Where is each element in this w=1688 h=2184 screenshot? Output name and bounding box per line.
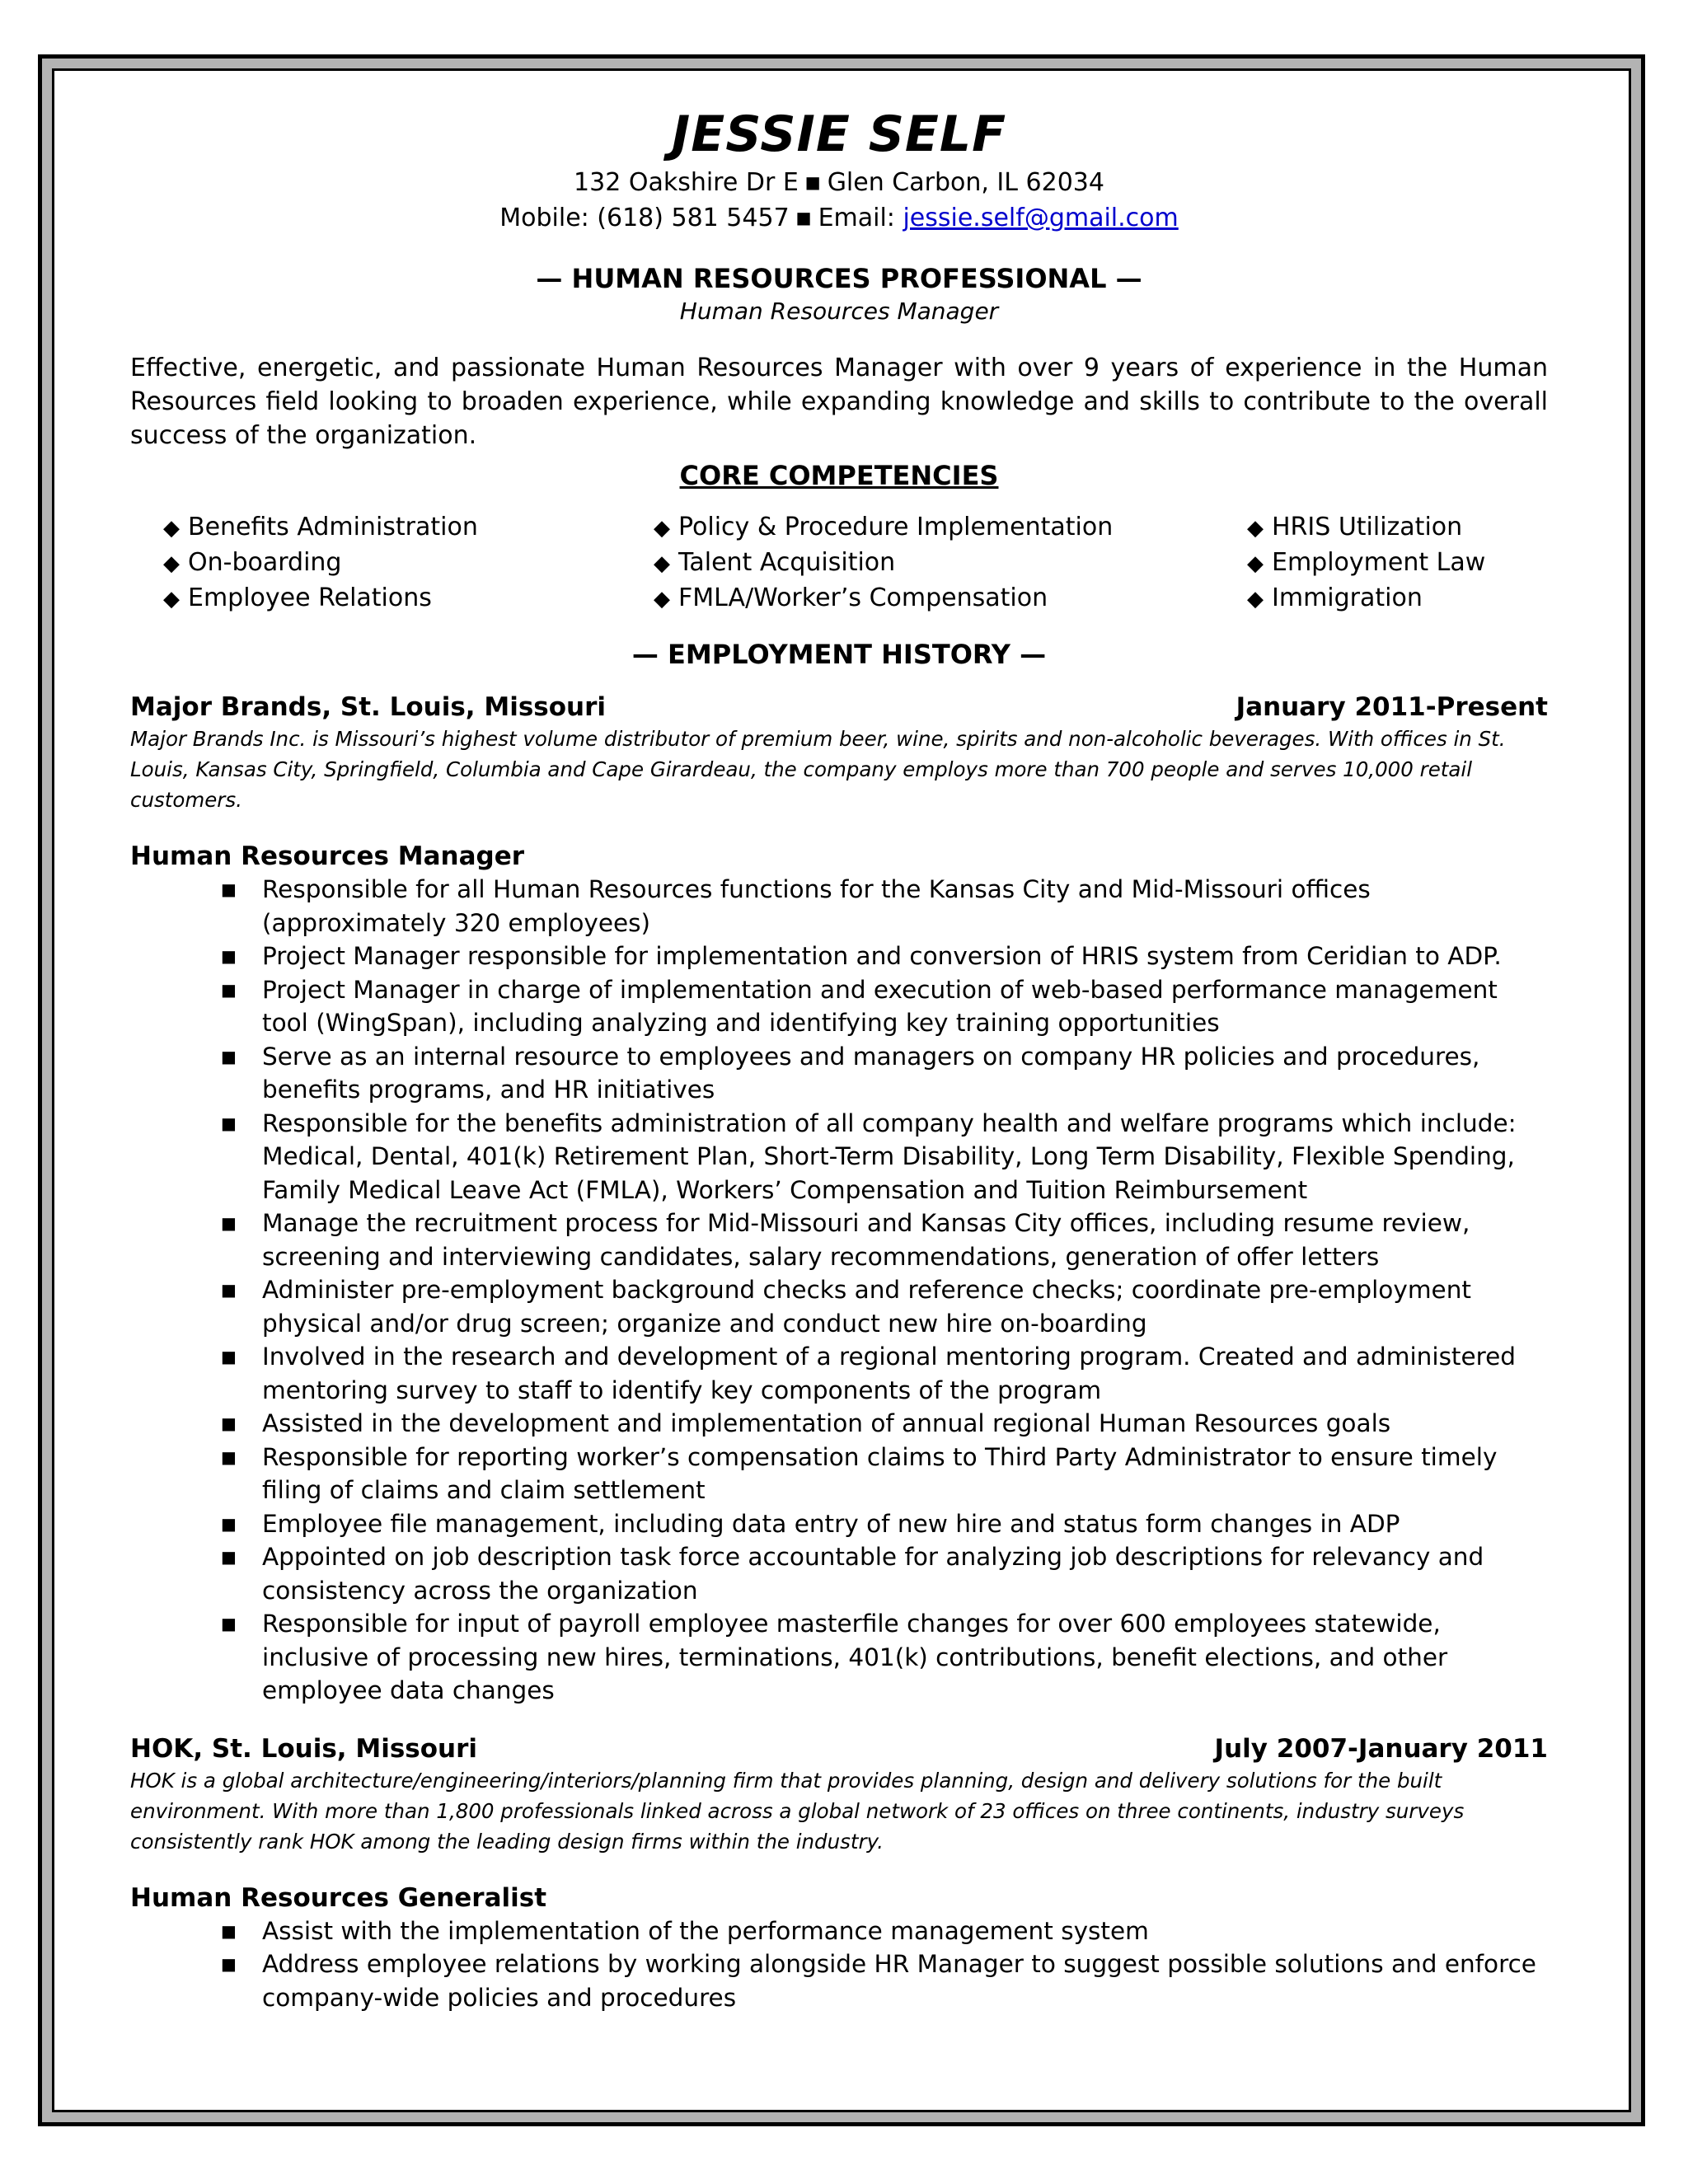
competency-item (1247, 510, 1577, 546)
address-city: Glen Carbon, IL 62034 (827, 168, 1104, 197)
job-dates: July 2007-January 2011 (1214, 1733, 1548, 1764)
company-description: HOK is a global architecture/engineering/interiors/planning firm that provides planning, design and delivery solutions for the built environment. With more than 1,800 professionals linked across a global network of 23 offices on three continents, industry surveys consistently rank HOK among the leading design firms within the industry. (130, 1768, 1465, 1854)
square-bullet-icon: ■ (221, 1280, 237, 1300)
square-bullet-icon: ■ (221, 1954, 237, 1974)
list-item (221, 1947, 1548, 2014)
competency-label: On-boarding (188, 548, 342, 577)
list-item-text: Appointed on job description task force accountable for analyzing job descriptions for relevancy and consistency across the organization (262, 1543, 1484, 1605)
list-item (221, 873, 1548, 940)
competency-label: Employee Relations (188, 583, 432, 612)
competency-label: Talent Acquisition (678, 548, 896, 577)
diamond-bullet-icon: ◆ (163, 587, 180, 612)
list-item (221, 1273, 1548, 1340)
list-item (221, 1607, 1548, 1708)
list-item (221, 1507, 1548, 1541)
square-bullet-icon: ■ (221, 1113, 237, 1133)
job-employer (130, 1732, 477, 1765)
competency-item (163, 510, 654, 546)
list-item (221, 940, 1548, 973)
diamond-bullet-icon: ◆ (163, 551, 180, 576)
competency-label: Benefits Administration (188, 513, 478, 541)
diamond-bullet-icon: ◆ (1247, 587, 1264, 612)
professional-subtitle: Human Resources Manager (679, 298, 999, 325)
employment-history-title: — EMPLOYMENT HISTORY — (631, 639, 1047, 670)
square-bullet-icon: ■ (221, 946, 237, 966)
square-bullet-icon: ■ (221, 1614, 237, 1633)
list-item (221, 1040, 1548, 1107)
competencies-title: CORE COMPETENCIES (679, 460, 999, 491)
page-border-outer (38, 54, 1645, 2126)
list-item-text: Project Manager in charge of implementation and execution of web-based performance management tool (WingSpan), including analyzing and identifying key training opportunities (262, 975, 1498, 1037)
competency-label: HRIS Utilization (1272, 513, 1463, 541)
list-item-text: Responsible for the benefits administration of all company health and welfare programs which include: Medical, Dental, 401(k) Retirement Plan, Short-Term Disability, Long Term Disability, Flexible Spending, Family Medical Leave Act (FMLA), Workers’ Compensation and Tuition Reimbursement (262, 1108, 1517, 1204)
professional-headline: — HUMAN RESOURCES PROFESSIONAL — (536, 263, 1142, 294)
square-bullet-icon: ■ (221, 1413, 237, 1433)
responsibility-list (130, 873, 1548, 1708)
list-item-text: Administer pre-employment background checks and reference checks; coordinate pre-employment physical and/or drug screen; organize and conduct new hire on-boarding (262, 1276, 1471, 1338)
competencies-column (654, 510, 1247, 616)
competency-item (654, 510, 1247, 546)
list-item (221, 1340, 1548, 1407)
list-item-text: Assisted in the development and implementation of annual regional Human Resources goals (262, 1409, 1391, 1437)
square-bullet-icon: ■ (221, 1920, 237, 1941)
square-bullet-icon: ■ (221, 879, 237, 899)
company-name: HOK (130, 1733, 194, 1764)
diamond-bullet-icon: ◆ (1247, 551, 1264, 576)
list-item (221, 973, 1548, 1040)
competency-item (1247, 581, 1577, 616)
list-item-text: Serve as an internal resource to employees and managers on company HR policies and procedures, benefits programs, and HR initiatives (262, 1042, 1480, 1104)
list-item (221, 1441, 1548, 1507)
competency-item (1247, 546, 1577, 581)
list-item (221, 1107, 1548, 1207)
square-bullet-icon: ■ (221, 1547, 237, 1567)
company-location: , St. Louis, Missouri (321, 692, 607, 722)
job-employer (130, 691, 606, 724)
separator-square: ■ (795, 208, 812, 227)
list-item-text: Employee file management, including data entry of new hire and status form changes in ADP (262, 1509, 1400, 1538)
list-item-text: Project Manager responsible for implementation and conversion of HRIS system from Ceridian to ADP. (262, 942, 1502, 970)
email-link[interactable]: jessie.self@gmail.com (903, 204, 1179, 232)
company-name: Major Brands (130, 692, 322, 722)
diamond-bullet-icon: ◆ (654, 516, 670, 541)
square-bullet-icon: ■ (221, 1213, 237, 1233)
competencies-column (1247, 510, 1577, 616)
phone: Mobile: (618) 581 5457 (499, 204, 790, 232)
competency-label: Employment Law (1272, 548, 1486, 577)
job-header (130, 691, 1548, 724)
list-item (221, 1540, 1548, 1607)
role-title: Human Resources Manager (130, 841, 525, 871)
list-item (221, 1407, 1548, 1441)
list-item-text: Responsible for reporting worker’s compensation claims to Third Party Administrator to ensure timely filing of claims and claim settlement (262, 1442, 1498, 1504)
page-border-inner (52, 68, 1631, 2112)
competency-label: Policy & Procedure Implementation (678, 513, 1114, 541)
diamond-bullet-icon: ◆ (654, 551, 670, 576)
competency-item (163, 581, 654, 616)
competency-item (163, 546, 654, 581)
competency-item (654, 546, 1247, 581)
summary-paragraph: Effective, energetic, and passionate Human Resources Manager with over 9 years of experience in the Human Resources field looking to broaden experience, while expanding knowledge and skills to contribute to the overall success of the organization. (130, 354, 1548, 450)
list-item (221, 1207, 1548, 1273)
square-bullet-icon: ■ (221, 1046, 237, 1066)
company-description: Major Brands Inc. is Missouri’s highest volume distributor of premium beer, wine, spirits and non-alcoholic beverages. With offices in St. Louis, Kansas City, Springfield, Columbia and Cape Girardeau, the company employs more than 700 people and serves 10,000 retail customers. (130, 727, 1506, 812)
diamond-bullet-icon: ◆ (1247, 516, 1264, 541)
list-item-text: Manage the recruitment process for Mid-Missouri and Kansas City offices, including resume review, screening and interviewing candidates, salary recommendations, generation of offer letters (262, 1209, 1470, 1271)
competency-label: FMLA/Worker’s Compensation (678, 583, 1048, 612)
address-street: 132 Oakshire Dr E (574, 168, 799, 197)
job-header (130, 1732, 1548, 1765)
competencies-column (163, 510, 654, 616)
candidate-name: JESSIE SELF (671, 105, 1007, 163)
resume-content (130, 104, 1548, 2014)
square-bullet-icon: ■ (221, 1446, 237, 1467)
list-item-text: Assist with the implementation of the performance management system (262, 1916, 1149, 1945)
address-line (130, 165, 1548, 200)
diamond-bullet-icon: ◆ (654, 587, 670, 612)
diamond-bullet-icon: ◆ (163, 516, 180, 541)
company-location: , St. Louis, Missouri (193, 1733, 478, 1764)
role-title: Human Resources Generalist (130, 1882, 547, 1913)
competency-item (654, 581, 1247, 616)
square-bullet-icon: ■ (221, 1347, 237, 1366)
list-item (221, 1915, 1548, 1948)
competency-label: Immigration (1272, 583, 1423, 612)
list-item-text: Involved in the research and development of a regional mentoring program. Created and administered mentoring survey to staff to identify key components of the program (262, 1343, 1517, 1404)
square-bullet-icon: ■ (221, 1513, 237, 1534)
square-bullet-icon: ■ (221, 979, 237, 1000)
contact-line (130, 200, 1548, 236)
list-item-text: Responsible for input of payroll employee masterfile changes for over 600 employees statewide, inclusive of processing new hires, terminations, 401(k) contributions, benefit elections, and other employee data changes (262, 1610, 1448, 1704)
list-item-text: Address employee relations by working alongside HR Manager to suggest possible solutions and enforce company-wide policies and procedures (262, 1950, 1536, 2012)
list-item-text: Responsible for all Human Resources functions for the Kansas City and Mid-Missouri offices (approximately 320 employees) (262, 875, 1371, 937)
job-dates: January 2011-Present (1236, 692, 1548, 722)
separator-square: ■ (804, 172, 821, 192)
email-label: Email: (818, 204, 895, 232)
responsibility-list (130, 1915, 1548, 2015)
competencies-grid (130, 510, 1548, 616)
